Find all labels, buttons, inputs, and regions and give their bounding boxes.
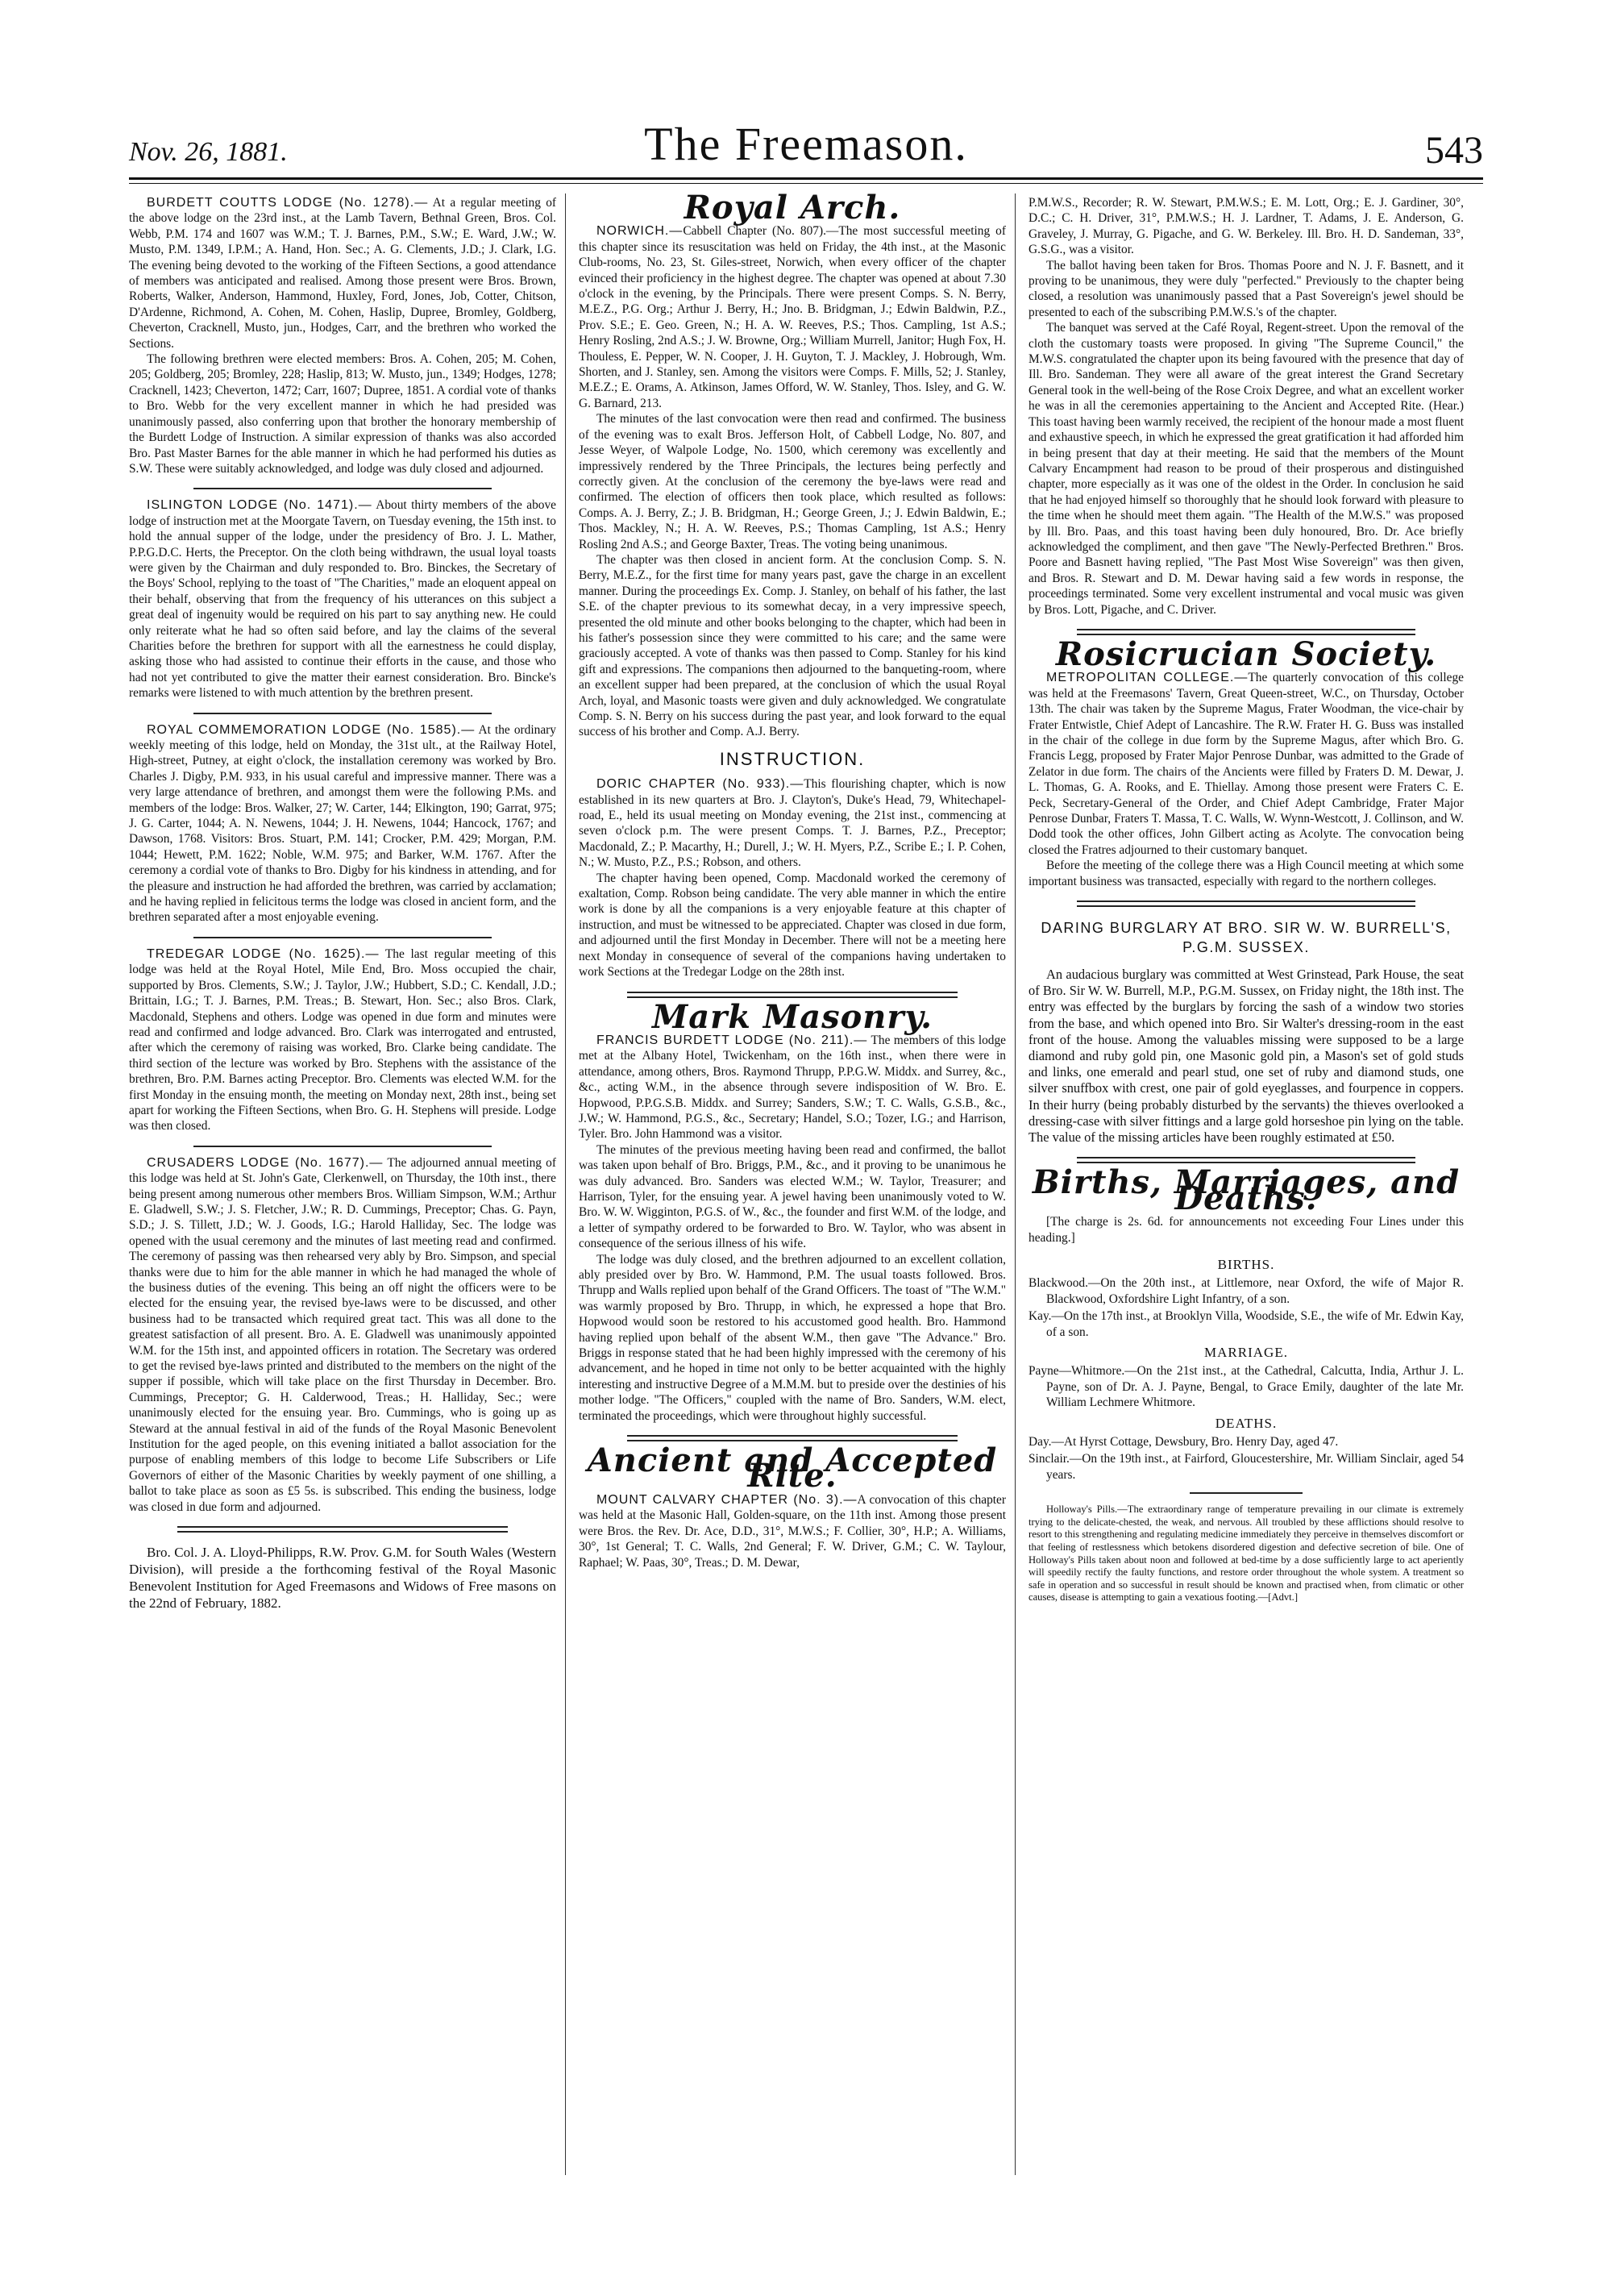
advert-separator	[1190, 1492, 1303, 1494]
charge-notice: [The charge is 2s. 6d. for announcements not exceeding Four Lines under this heading.]	[1028, 1215, 1464, 1245]
article-heading: CRUSADERS LODGE (No. 1677).—	[147, 1155, 384, 1170]
article-body: The ballot having been taken for Bros. Thomas Poore and N. J. F. Basnett, and it proving to be unanimous, they were duly "perfected." Previously to the chapter being closed, a resolution was unanimously passed that a Past Sovereign's jewel should be presented to each of the subscribing P.M.W.S.'s of the chapter.	[1028, 258, 1464, 319]
article-norwich	[579, 223, 1006, 739]
article-separator	[193, 937, 492, 938]
article-body: At the ordinary weekly meeting of this lodge, held on Monday, the 31st ult., at the Railway Hotel, High-street, Putney, at eight o'clock, the installation ceremony was worked by Bro. Charles J. Digby, P.M. 933, in his usual careful and impressive manner. There was a very large attendance of brethren, and amongst them were the following P.Ms. and members of the lodge: Bros. Walker, 27; W. Carter, 144; Elkington, 190; Garrat, 975; J. G. Carter, 1044; A. N. Newens, 1044; J. H. Newens, 1044; Hancock, 1767; and Dawson, 1768. Visitors: Bros. Stuart, P.M. 141; Crocker, P.M. 429; Morgan, P.M. 1044; Hewett, P.M. 1622; Noble, W.M. 975; and Barker, W.M. 1767. After the ceremony a cordial vote of thanks to Bro. Digby for his kindness in attending, and for the pleasure and instruction he had afforded the brethren, was carried by acclamation; and he having replied in felicitous terms the lodge was closed in ancient form, and the brethren separated after a most enjoyable evening.	[129, 722, 556, 925]
column-divider	[1015, 193, 1016, 2175]
article-francis-burdett	[579, 1033, 1006, 1424]
birth-entry: Blackwood.—On the 20th inst., at Littlemore, near Oxford, the wife of Major R. Blackwood, Oxfordshire Light Infantry, of a son.	[1028, 1276, 1464, 1306]
article-heading: ROYAL COMMEMORATION LODGE (No. 1585).—	[147, 722, 476, 737]
article-body: The following brethren were elected members: Bros. A. Cohen, 205; M. Cohen, 205; Goldberg, 205; Bromley, 228; Haslip, 813; W. Musto, jun., 1349; Hodges, 1278; Cracknell, 1423; Cheverton, 1472; Carr, 1607; Dupree, 1851. A cordial vote of thanks to Bro. Webb for the very excellent manner in which he had presided was unanimously passed, also conferring upon that brother the honorary membership of the Burdett Lodge of Instruction. A similar expression of thanks was also accorded Bro. Past Master Barnes for the able manner in which he had performed his duties as S.W. These were suitably acknowledged, and lodge was duly closed and adjourned.	[129, 352, 556, 476]
article-body: The chapter was then closed in ancient form. At the conclusion Comp. S. N. Berry, M.E.Z., for the first time for many years past, gave the charge in an excellent manner. During the proceedings Ex. Comp. J. Stanley, on behalf of his father, the last S.E. of the chapter previous to its somewhat decay, in a very impressive speech, presented the old minute and other books belonging to the chapter, which had been in his father's possession since they were committed to his care; and the same were graciously accepted. A vote of thanks was then passed to Comp. Stanley for his kind gift and expressions. The companions then adjourned to the banqueting-room, where an excellent supper had been prepared, at the conclusion of which the usual Royal Arch, loyal, and Masonic toasts were given and duly acknowledged. We congratulate Comp. S. N. Berry on his success during the past year, and look forward to the equal success of his brother and Comp. A.J. Berry.	[579, 552, 1006, 739]
marriage-label: MARRIAGE.	[1204, 1344, 1288, 1360]
article-heading: NORWICH.—	[596, 224, 684, 239]
article-body: The lodge was duly closed, and the brethren adjourned to an excellent collation, ably presided over by Bro. W. Hammond, P.M. The usual toasts followed. Bros. Thrupp and Walls replied upon behalf of the Grand Officers. The toast of "The W.M." was warmly proposed by Bro. Thrupp, in which, he expressed a hope that Bro. Hopwood would soon be restored to his accustomed good health. Bro. Hammond having replied upon behalf of the absent W.M., then gave "The Advance." Bro. Briggs in response stated that he had been highly impressed with the ceremony of his advancement, and he hoped in time not only to be better acquainted with the highly interesting and instructive Degree of a M.M.M. but to preside over the destinies of his mother lodge. "The Officers," coupled with the name of Bro. Sanders, W.M. elect, terminated the proceedings, which were throughout highly successful.	[579, 1252, 1006, 1423]
article-heading: FRANCIS BURDETT LODGE (No. 211).—	[596, 1033, 868, 1047]
article-body: The adjourned annual meeting of this lodge was held at St. John's Gate, Clerkenwell, on Thursday, the 10th inst., there being present among numerous other members Bros. William Simpson, W.M.; Arthur E. Gladwell, S.W.; J. S. Fletcher, J.W.; R. D. Cummings, Preceptor; Chas. G. Payn, S.D.; J. S. Tillett, J.D.; W. J. Goods, I.G.; Harold Halliday, Sec. The lodge was opened with the usual ceremony and the minutes of last meeting read and confirmed. The ceremony of passing was then rehearsed very ably by Bro. Simpson, and special thanks were due to him for the able manner in which he had managed the whole of the business duties of the evening. This being an off night the officers were to be elected for the ensuing year, the revised bye-laws were to be discussed, and other business had to be transacted which required great tact. This was all done to the greatest satisfaction of all present. Bro. A. E. Gladwell was unanimously appointed W.M. for the 15th inst, and appointed officers in rotation. The Secretary was ordered to get the revised bye-laws printed and distributed to the members on the night of the supper if possible, which will take place on the first Thursday in December. Bro. Cummings, Preceptor; G. H. Calderwood, Treas.; H. Halliday, Sec.; were unanimously elected for the ensuing year. Bro. Cummings, who is going up as Steward at the annual festival in aid of the funds of the Royal Masonic Benevolent Institution for the aged people, on this evening initiated a ballot association for the purpose of enabling members of this lodge to become Life Subscribers or Life Governors of either of the Masonic Charities by weekly payment of one shilling, a ballot to take place as soon as £5 5s. is subscribed. This ending the business, lodge was closed in due form and adjourned.	[129, 1155, 557, 1514]
section-heading-ancient-accepted: Ancient and Accepted Rite.	[587, 1441, 998, 1495]
article-body: Cabbell Chapter (No. 807).—The most successful meeting of this chapter since its resuscitation was held on Friday, the 4th inst., at the Masonic Club-rooms, No. 23, St. Giles-street, Norwich, when every officer of the chapter evinced their proficiency in the highest degree. The chapter was opened at about 7.30 o'clock in the evening, by the Principals. There were present Comps. S. N. Berry, M.E.Z., P.G. Org.; Arthur J. Berry, H.; Jno. B. Bridgman, J.; Edwin Baldwin, P.Z., Prov. S.E.; E. Geo. Green, N.; H. A. W. Reeves, P.S.; Thos. Campling, 1st A.S.; Henry Rosling, 2nd A.S.; J. W. Browne, Org.; William Murrell, Janitor; Hugh Fox, H. Thouless, E. Pepper, W. N. Cooper, J. H. Guyton, T. J. Mackley, J. Hobrough, Wm. Shorten, and J. Stanley, sen. Among the visitors were Comps. F. Mills, 52; J. Stanley, M.E.Z.; E. Orams, A. Atkinson, James Offord, W. W. Stanley, Thos. Isley, and G. W. G. Barnard, 213.	[579, 224, 1006, 410]
marriage-entry: Payne—Whitmore.—On the 21st inst., at the Cathedral, Calcutta, India, Arthur J. L. Payne, son of Dr. A. J. Payne, Bengal, to Grace Emily, daughter of the late Mr. William Lechmere Whitmore.	[1028, 1364, 1464, 1410]
section-heading-rosicrucian: Rosicrucian Society.	[1055, 634, 1437, 673]
bmd-notice	[1028, 1214, 1464, 1246]
article-body: The members of this lodge met at the Albany Hotel, Twickenham, on the 16th inst., when there were in attendance, among others, Bros. Raymond Thrupp, P.P.G.W. Middx. and Surrey, &c., &c., acting W.M., in the absence through severe indisposition of W. Bro. E. Hopwood, P.P.G.S.B. Middx. and Surrey; Sanders, S.W.; T. C. Walls, G.S.B., &c., J.W.; W. Hammond, P.G.S., &c., Secretary; Handel, S.O.; Tozer, I.G.; and Harrison, Tyler. Bro. John Hammond was a visitor.	[579, 1033, 1007, 1142]
article-lloyd-phillips	[129, 1544, 556, 1612]
holloway-advert	[1028, 1504, 1464, 1604]
column-1	[129, 195, 556, 1623]
section-separator	[627, 992, 958, 998]
article-body: Before the meeting of the college there was a High Council meeting at which some important business was transacted, especially with regard to the northern colleges.	[1028, 859, 1464, 888]
article-mount-calvary-continued	[1028, 195, 1464, 618]
article-heading: DORIC CHAPTER (No. 933).—	[596, 777, 804, 792]
article-body: P.M.W.S., Recorder; R. W. Stewart, P.M.W.S.; E. M. Lott, Org.; E. J. Gardiner, 30°, D.C.; C. H. Driver, 31°, P.M.W.S.; H. J. Lardner, T. Adams, J. E. Anderson, G. Graveley, J. Murray, G. Pigache, and G. W. Berkeley. Ill. Bro. H. D. Sandeman, 33°, G.S.G., was a visitor.	[1028, 196, 1464, 257]
masthead-rule-thin	[129, 183, 1483, 184]
article-metropolitan-college	[1028, 670, 1464, 889]
advert-body: Holloway's Pills.—The extraordinary range of temperature prevailing in our climate is extremely trying to the delicate-chested, the weak, and nervous. All troubled by these afflictions should resolve to resort to this strengthening and regulating medicine immediately they perceive in themselves discomfort or that feeling of restlessness which betokens disordered digestion and defective secretion of bile. One of Holloway's Pills taken about noon and followed at bed-time by a dose sufficiently large to act aperiently will speedily rectify the faulty functions, and restore order throughout the whole system. A treatment so safe in operation and so successful in result should be known and practised when, from climatic or other causes, disease is attempting to gain a vexatious footing.—[Advt.]	[1028, 1504, 1464, 1603]
issue-date: Nov. 26, 1881.	[129, 137, 288, 167]
section-heading-mark-masonry: Mark Masonry.	[651, 997, 933, 1036]
article-separator	[193, 1146, 492, 1147]
article-heading: BURDETT COUTTS LODGE (No. 1278).—	[147, 196, 429, 210]
section-heading-royal-arch: Royal Arch.	[684, 189, 901, 227]
article-body: This flourishing chapter, which is now established in its new quarters at Bro. J. Clayton's, Duke's Head, 79, Whitechapel-road, E., held its usual meeting on Monday evening, the 21st inst., commencing at seven o'clock p.m. The were present Comps. T. J. Barnes, P.Z., Preceptor; Macdonald, Z.; P. Macarthy, H.; Durell, J.; W. H. Myers, P.Z., Scribe E.; I. P. Cohen, N.; W. Musto, P.Z., P.S.; Robson, and others.	[579, 777, 1007, 870]
section-separator	[1077, 901, 1415, 907]
article-separator	[177, 1526, 508, 1533]
article-heading: METROPOLITAN COLLEGE.—	[1046, 671, 1249, 685]
column-2	[579, 189, 1007, 1582]
article-burdett-coutts	[129, 195, 556, 476]
masthead-rule	[129, 177, 1483, 180]
article-separator	[193, 488, 492, 489]
article-doric	[579, 776, 1006, 980]
article-burglary	[1028, 967, 1464, 1146]
masthead	[129, 118, 1483, 176]
page-number: 543	[1425, 129, 1483, 172]
article-body: The banquet was served at the Café Royal, Regent-street. Upon the removal of the cloth the customary toasts were proposed. In giving "The Supreme Council," the M.W.S. congratulated the chapter upon its being favoured with the presence that day of Ill. Bro. Sandeman. They were all aware of the great interest the Grand Secretary General took in the well-being of the Rose Croix Degree, and what an excellent worker he was in all the ceremonies appertaining to the Ancient and Accepted Rite. (Hear.) This toast having been warmly received, the recipient of the honour made a most fluent and exhaustive speech, in which he expressed the great gratification it had afforded him in being present that day at their meeting. He said that the members of the Mount Calvary Encampment had reason to be proud of their prosperous and distinguished chapter, more especially as it was one of the oldest in the Order. In conclusion he said that he had enjoyed himself so thoroughly that he should look forward with pleasure to the time when he should meet them again. "The Health of the M.W.S." was proposed by Ill. Bro. Paas, and this toast having been duly honoured, Bro. Dr. Ace briefly acknowledged the compliment, and then gave "The Newly-Perfected Brethren." Bros. Poore and Basnett having replied, "The Past Most Wise Sovereign" was then given, and Bros. R. Stewart and D. M. Dewar having said a few words in response, the proceedings terminated. Some very excellent instrumental and vocal music was given by Bros. Lott, Pigache, and C. Driver.	[1028, 321, 1464, 617]
article-body: The last regular meeting of this lodge was held at the Royal Hotel, Mile End, Bro. Moss occupied the chair, supported by Bros. Clements, S.W.; J. Taylor, J.W.; Hubbert, S.D.; C. Kendall, J.D.; Brittain, I.G.; T. J. Barnes, P.M. Treas.; B. Stewart, Hon. Sec.; also Bros. Clark, Macdonald, Stephens and others. Lodge was opened in due form and minutes were read and confirmed and lodge advanced. Bro. Clark was interrogated and entrusted, after which the ceremony of raising was worked, Bro. Clarke being candidate. The third section of the lecture was worked by Bro. Stephens with the assistance of the brethren, Bro. P.M. Barnes acting Preceptor. Bro. Clements was elected W.M. for the first Monday in the ensuing month, the meeting on Monday next, 28th inst., being set apart for working the Fifteen Sections, when Bro. G. H. Stephens will preside. Lodge was then closed.	[129, 946, 556, 1133]
article-separator	[193, 713, 492, 714]
article-body: At a regular meeting of the above lodge on the 23rd inst., at the Lamb Tavern, Bethnal Green, Bros. Col. Webb, P.M. 174 and 1607 was W.M.; T. J. Barnes, P.M., S.W.; E. Ward, J.W.; W. Musto, P.M. 1349, I.P.M.; A. Hand, Hon. Sec.; A. G. Clements, J.D.; J. Clark, I.G. The evening being devoted to the working of the Fifteen Sections, a good attendance of members was anticipated and realised. Among those present were Bros. Brown, Roberts, Walker, Anderson, Hammond, Huxley, Ford, Jones, Job, Cotter, Chitson, D'Ardenne, Richmond, A. Cohen, M. Cohen, Haslip, Dupree, Bromley, Goldberg, Cheverton, Cracknell, Musto, jun., Hodges, Carr, and the brethren who worked the Sections.	[129, 196, 557, 351]
article-body: The minutes of the previous meeting having been read and confirmed, the ballot was taken upon behalf of Bro. Briggs, P.M., &c., and it proving to be unanimous he was duly advanced. Bro. Sanders was elected W.M.; W. Taylor, Treasurer; and Harrison, Tyler, for the ensuing year. A jewel having been unanimously voted to W. Bro. W. W. Wigginton, P.G.S. of W., &c., the founder and first W.M. of the lodge, and a letter of sympathy ordered to be forwarded to Bro. W. Taylor, who was absent in consequence of the serious illness of his wife.	[579, 1142, 1006, 1251]
article-body: The minutes of the last convocation were then read and confirmed. The business of the evening was to exalt Bros. Jefferson Holt, of Cabbell Lodge, No. 807, and Jesse Weyer, of Walpole Lodge, No. 1500, which ceremony was excellently and impressively rendered by the Three Principals, the lectures being perfectly and correctly given. At the conclusion of the ceremony the bye-laws were read and confirmed. The election of officers then took place, which resulted as follows: Comps. A. J. Berry, Z.; J. B. Bridgman, H.; George Green, J.; J. Edwin Baldwin, E.; Thos. Mackley, N.; H. A. W. Reeves, P.S.; Thomas Campling, 1st A.S.; Henry Rosling 2nd A.S.; and George Baxter, Treas. The voting being unanimous.	[579, 412, 1006, 551]
article-body: An audacious burglary was committed at West Grinstead, Park House, the seat of Bro. Sir W. W. Burrell, M.P., P.G.M. Sussex, on Friday night, the 18th inst. The entry was effected by the burglars by forcing the sash of a window two stories from the base, and which opened into Bro. Sir Walter's dressing-room in the east front of the house. Among the valuables missing were supposed to be a large diamond and ruby gold pin, one Masonic gold pin, a Mason's set of gold studs and links, one emerald and pearl stud, one set of ruby and diamond studs, one silver snuffbox with crest, one pair of gold eyeglasses, and fourpence in coppers. In their hurry (being probably disturbed by the servants) the thieves overlooked a dressing-case with silver fittings and a large gold horseshoe pin lying on the table. The value of the missing articles have been roughly estimated at £50.	[1028, 967, 1464, 1146]
article-body: Bro. Col. J. A. Lloyd-Philipps, R.W. Prov. G.M. for South Wales (Western Division), will preside a the forthcoming festival of the Royal Masonic Benevolent Institution for Aged Freemasons and Widows of Free masons on the 22nd of February, 1882.	[129, 1545, 556, 1612]
section-heading-bmd: Births, Marriages, and Deaths.	[1032, 1163, 1461, 1217]
article-crusaders	[129, 1155, 556, 1515]
article-royal-commemoration	[129, 722, 556, 925]
article-islington	[129, 497, 556, 701]
column-3	[1028, 195, 1464, 1616]
article-body: The chapter having been opened, Comp. Macdonald worked the ceremony of exaltation, Comp. Robson being candidate. The very able manner in which the entire work is done by all the companions is a very enjoyable feature at this chapter of instruction, and must be witnessed to be appreciated. Chapter was closed in due form, and adjourned until the first Monday in December. There will not be a meeting here next Monday in consequence of several of the companions having undertaken to work Sections at the Tredegar Lodge on the 28th inst.	[579, 871, 1006, 980]
article-tredegar	[129, 946, 556, 1134]
section-separator	[627, 1435, 958, 1441]
article-heading: TREDEGAR LODGE (No. 1625).—	[147, 946, 380, 961]
section-separator	[1077, 629, 1415, 635]
article-body: About thirty members of the above lodge of instruction met at the Moorgate Tavern, on Tuesday evening, the 15th inst. to hold the annual supper of the lodge, under the presidency of Bro. J. L. Mather, P.P.G.D.C. Herts, the Preceptor. On the cloth being withdrawn, the usual loyal toasts were given by the Chairman and duly responded to. Bro. Binckes, the Secretary of the Boys' School, replying to the toast of "The Charities," made an eloquent appeal on their behalf, observing that from the frequency of his utterances on this subject a great deal of ingenuity would be required on his part to say anything new. He could only reiterate what he had so often said before, and lay the claims of the several Charities before the brethren for support with all the earnestness he could display, asking those who had assisted to continue their efforts in the cause, and those who had not yet contributed to give the matter their earnest consideration. Bro. Bincke's remarks were listened to with much attention by the brethren present.	[129, 498, 556, 701]
article-heading: ISLINGTON LODGE (No. 1471).—	[147, 498, 372, 513]
deaths-label: DEATHS.	[1215, 1415, 1278, 1431]
article-body: The quarterly convocation of this college was held at the Freemasons' Tavern, Great Queen-street, W.C., on Thursday, October 13th. The chair was taken by the Supreme Magus, Frater Woodman, the vice-chair by Frater Entwistle, Chief Adept of Lancashire. The R.W. Frater H. G. Buss was installed in the chair of the college in due form by the Supreme Magus, after which Bro. G. Francis Legg, proposed by Frater Major Penrose Dunbar, was admitted to the Grade of Zelator in due form. The chairs of the Ancients were filled by Fraters D. M. Dewar, J. L. Thomas, G. A. Rooks, and E. Thiellay. Among those present were Fraters C. E. Peck, Secretary-General of the Order, and Chief Adept Cambridge, Frater Major Penrose Dunbar, Fraters T. Massa, T. C. Walls, W. Wynn-Westcott, J. Collinson, and W. Dodd took the other offices, John Gilbert acting as Acolyte. The convocation being closed the Fratres adjourned to their customary banquet.	[1028, 671, 1464, 857]
column-divider	[565, 193, 566, 2175]
section-separator	[1077, 1157, 1415, 1163]
newspaper-title: The Freemason.	[644, 118, 968, 170]
death-entry: Day.—At Hyrst Cottage, Dewsbury, Bro. Henry Day, aged 47.	[1028, 1434, 1339, 1449]
article-heading: MOUNT CALVARY CHAPTER (No. 3).—	[596, 1492, 858, 1507]
births-label: BIRTHS.	[1217, 1256, 1275, 1272]
section-heading-instruction: INSTRUCTION.	[719, 748, 866, 769]
birth-entry: Kay.—On the 17th inst., at Brooklyn Villa, Woodside, S.E., the wife of Mr. Edwin Kay, of a son.	[1028, 1309, 1464, 1339]
article-body: A convocation of this chapter was held at the Masonic Hall, Golden-square, on the 11th inst. Among those present were Bros. the Rev. Dr. Ace, D.D., 31°, M.W.S.; F. Collier, 30°, H.P.; A. Williams, 30°, 1st General; T. C. Walls, 2nd General; F. W. Driver, G.M.; C. W. Taylour, Raphael; W. Paas, 30°, Treas.; D. M. Dewar,	[579, 1492, 1006, 1570]
article-heading-burglary: DARING BURGLARY AT BRO. SIR W. W. BURRELL'S, P.G.M. SUSSEX.	[1041, 920, 1452, 956]
article-mount-calvary	[579, 1492, 1006, 1570]
death-entry: Sinclair.—On the 19th inst., at Fairford, Gloucestershire, Mr. William Sinclair, aged 54 years.	[1028, 1452, 1464, 1482]
